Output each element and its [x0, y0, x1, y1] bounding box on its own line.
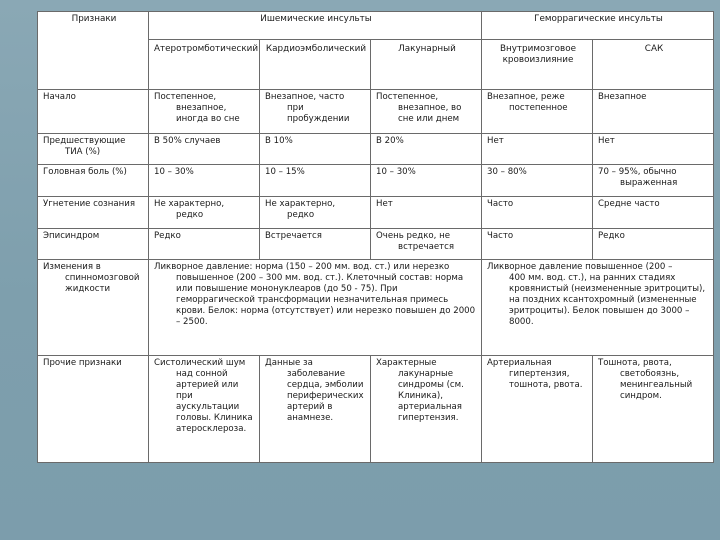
seizures-intracerebral: Часто: [482, 229, 593, 259]
other-cardioembolic: Данные за заболевание сердца, эмболии периферических артерий в анамнезе.: [260, 355, 371, 462]
onset-label: Начало: [38, 90, 149, 134]
consciousness-cardioembolic: Не характерно, редко: [260, 197, 371, 229]
header-cardioembolic: Кардиоэмболический: [260, 40, 371, 90]
header-intracerebral: Внутримозговое кровоизлияние: [482, 40, 593, 90]
row-consciousness: [38, 197, 714, 229]
row-csf: [38, 259, 714, 355]
tia-label: Предшествующие ТИА (%): [38, 134, 149, 165]
row-tia: [38, 134, 714, 165]
consciousness-lacunar: Нет: [371, 197, 482, 229]
row-seizures: [38, 229, 714, 259]
csf-label: Изменения в спинномозговой жидкости: [38, 259, 149, 355]
header-atherothrombotic: Атеротромботический: [149, 40, 260, 90]
other-sah: Тошнота, рвота, светобоязнь, менингеальный синдром.: [593, 355, 714, 462]
seizures-lacunar: Очень редко, не встречается: [371, 229, 482, 259]
csf-hemorrhagic: Ликворное давление повышенное (200 – 400 мм. вод. ст.), на ранних стадиях кровянистый (неизмененные эритроциты), на поздних ксантохромный (измененные эритроциты). Белок повышен до 3000 – 8000.: [482, 259, 714, 355]
seizures-cardioembolic: Встречается: [260, 229, 371, 259]
headache-sah: 70 – 95%, обычно выраженная: [593, 165, 714, 197]
headache-cardioembolic: 10 – 15%: [260, 165, 371, 197]
header-sah: САК: [593, 40, 714, 90]
seizures-label: Эписиндром: [38, 229, 149, 259]
headache-lacunar: 10 – 30%: [371, 165, 482, 197]
onset-cardioembolic: Внезапное, часто при пробуждении: [260, 90, 371, 134]
header-ischemic: Ишемические инсульты: [149, 12, 482, 40]
seizures-atherothrombotic: Редко: [149, 229, 260, 259]
header-row: [38, 12, 714, 40]
onset-lacunar: Постепенное, внезапное, во сне или днем: [371, 90, 482, 134]
headache-label: Головная боль (%): [38, 165, 149, 197]
other-intracerebral: Артериальная гипертензия, тошнота, рвота.: [482, 355, 593, 462]
consciousness-atherothrombotic: Не характерно, редко: [149, 197, 260, 229]
tia-intracerebral: Нет: [482, 134, 593, 165]
headache-intracerebral: 30 – 80%: [482, 165, 593, 197]
header-signs: Признаки: [38, 12, 149, 90]
consciousness-intracerebral: Часто: [482, 197, 593, 229]
onset-sah: Внезапное: [593, 90, 714, 134]
row-onset: [38, 90, 714, 134]
headache-atherothrombotic: 10 – 30%: [149, 165, 260, 197]
other-label: Прочие признаки: [38, 355, 149, 462]
csf-ischemic: Ликворное давление: норма (150 – 200 мм. вод. ст.) или нерезко повышенное (200 – 300 мм. вод. ст.). Клеточный состав: норма или повышение мононуклеаров (до 50 - 75). При геморрагической трансформации незначительная примесь крови. Белок: норма (отсутствует) или нерезко повышен до 2000 – 2500.: [149, 259, 482, 355]
tia-sah: Нет: [593, 134, 714, 165]
tia-lacunar: В 20%: [371, 134, 482, 165]
row-headache: [38, 165, 714, 197]
other-lacunar: Характерные лакунарные синдромы (см. Клиника), артериальная гипертензия.: [371, 355, 482, 462]
other-atherothrombotic: Систолический шум над сонной артерией или при аускультации головы. Клиника атеросклероза.: [149, 355, 260, 462]
seizures-sah: Редко: [593, 229, 714, 259]
consciousness-sah: Средне часто: [593, 197, 714, 229]
tia-atherothrombotic: В 50% случаев: [149, 134, 260, 165]
consciousness-label: Угнетение сознания: [38, 197, 149, 229]
stroke-comparison-table: [37, 11, 714, 463]
onset-atherothrombotic: Постепенное, внезапное, иногда во сне: [149, 90, 260, 134]
header-hemorrhagic: Геморрагические инсульты: [482, 12, 714, 40]
onset-intracerebral: Внезапное, реже постепенное: [482, 90, 593, 134]
row-other: [38, 355, 714, 462]
tia-cardioembolic: В 10%: [260, 134, 371, 165]
header-lacunar: Лакунарный: [371, 40, 482, 90]
